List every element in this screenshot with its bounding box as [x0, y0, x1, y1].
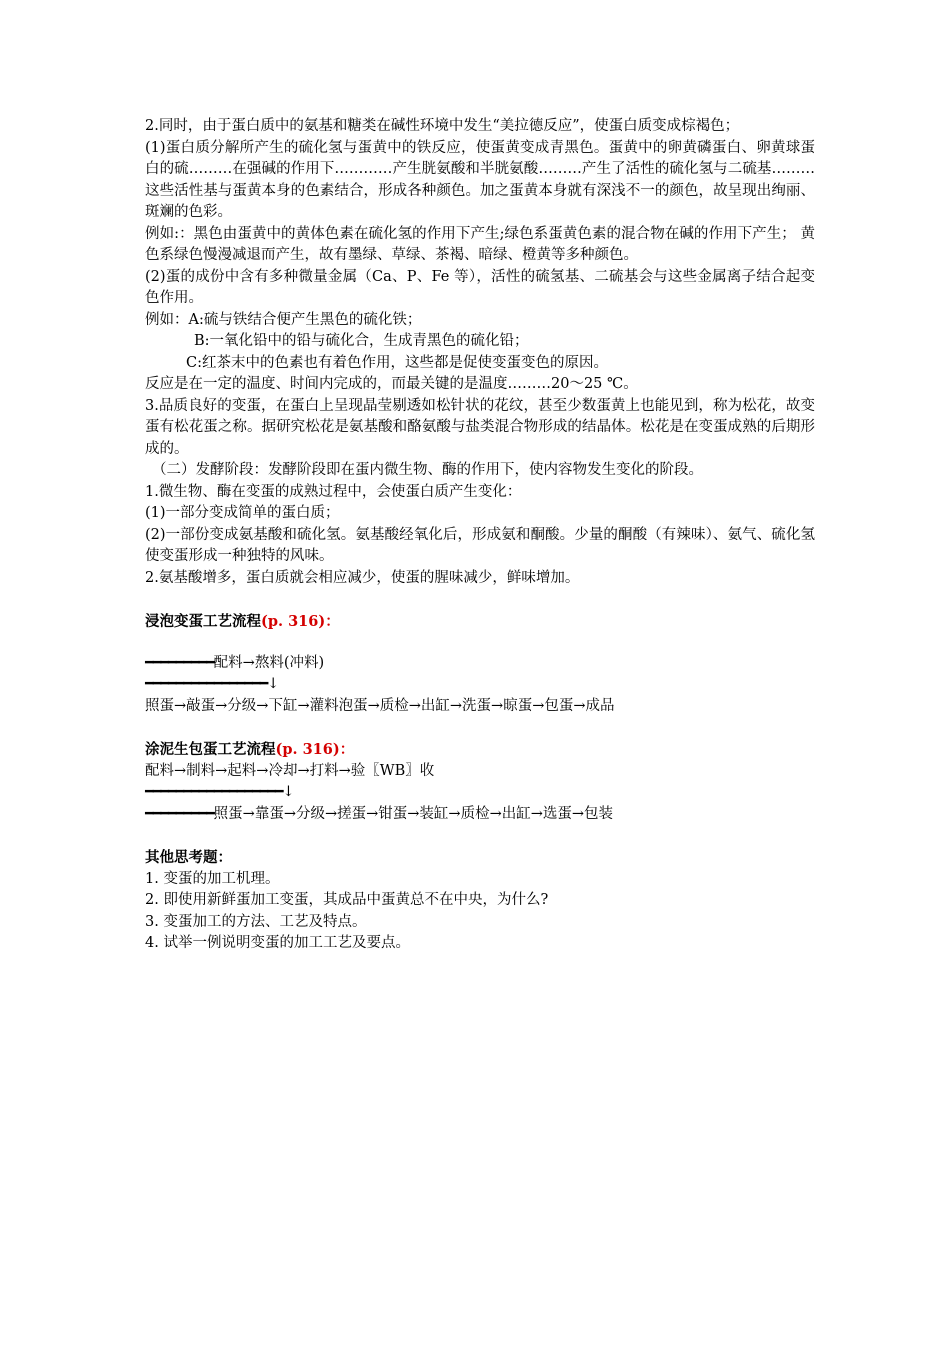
mud-flow-bars-3: ━━━━━━━━━ [145, 805, 214, 822]
question-item: 3. 变蛋加工的方法、工艺及特点。 [145, 913, 367, 930]
question-item: 2. 即使用新鲜蛋加工变蛋，其成品中蛋黄总不在中央，为什么? [145, 892, 549, 908]
questions-heading: 其他思考题： [145, 849, 232, 866]
paragraph-maillard: 2.同时，由于蛋白质中的氨基和糖类在碱性环境中发生“美拉德反应”，使蛋白质变成棕褐色； [145, 118, 740, 134]
mud-flow-line-2 [145, 782, 815, 804]
paragraph-example-colors: 例如:：黑色由蛋黄中的黄体色素在硫化氢的作用下产生;绿色系蛋黄色素的混合物在碱的作用下产生； 黄色系绿色慢漫减退而产生，故有墨绿、草绿、茶褐、暗绿、橙黄等多种颜色。 [145, 225, 815, 263]
mud-flow-steps-3: 照蛋→靠蛋→分级→搓蛋→钳蛋→装缸→质检→出缸→选蛋→包装 [213, 805, 614, 822]
paragraph-pine-flower: 3.品质良好的变蛋，在蛋白上呈现晶莹剔透如松针状的花纹，甚至少数蛋黄上也能见到，称为松花，故变蛋有松花蛋之称。据研究松花是氨基酸和酪氨酸与盐类混合物形成的结晶体。松花是在变蛋成熟的后期形成的。 [145, 397, 815, 457]
soak-flow-steps-1: 配料→熬料(冲料) [213, 654, 325, 671]
mud-flow-line-3 [145, 804, 815, 826]
paragraph-example-b: B:一氧化铅中的铅与硫化合，生成青黑色的硫化铅； [194, 333, 529, 349]
mud-flow-bars-2: ━━━━━━━━━━━━━━━━━━ [145, 784, 283, 800]
paragraph-example-c: C:红茶末中的色素也有着色作用，这些都是促使变蛋变色的原因。 [186, 354, 608, 371]
soak-process-heading [145, 611, 815, 633]
paragraph-microbes: 1.微生物、酶在变蛋的成熟过程中，会使蛋白质产生变化： [145, 483, 522, 500]
soak-process-page-ref: (p. 316)： [261, 613, 340, 630]
soak-flow-line-3: 照蛋→敲蛋→分级→下缸→灌料泡蛋→质检→出缸→洗蛋→晾蛋→包蛋→成品 [145, 697, 615, 714]
questions-list [145, 869, 815, 955]
paragraph-hydrogen-sulfide: (1)蛋白质分解所产生的硫化氢与蛋黄中的铁反应，使蛋黄变成青黑色。蛋黄中的卵黄磷蛋白、卵黄球蛋白的硫………在强碱的作用下…………产生胱氨酸和半胱氨酸………产生了活性的硫化氢与二硫基………这些活性基与蛋黄本身的色素结合，形成各种颜色。加之蛋黄本身就有深浅不一的颜色，故呈现出绚丽、斑斓的色彩。 [145, 139, 815, 220]
down-arrow-icon: ↓ [282, 784, 295, 800]
mud-process-title: 涂泥生包蛋工艺流程 [145, 741, 276, 758]
soak-flow-line-1 [145, 653, 815, 675]
paragraph-temperature: 反应是在一定的温度、时间内完成的，而最关键的是温度………20～25 ℃。 [145, 376, 638, 392]
mud-process-page-ref: (p. 316)： [275, 741, 355, 758]
down-arrow-icon: ↓ [267, 676, 280, 692]
mud-flow-line-1: 配料→制料→起料→冷却→打料→验〖WB〗收 [145, 762, 435, 779]
question-item: 4. 试举一例说明变蛋的加工工艺及要点。 [145, 935, 410, 951]
paragraph-simple-protein: (1)一部分变成简单的蛋白质； [145, 505, 340, 521]
paragraph-example-a: 例如：A:硫与铁结合便产生黑色的硫化铁； [145, 311, 422, 328]
paragraph-flavor: 2.氨基酸增多，蛋白质就会相应减少，使蛋的腥味减少，鲜味增加。 [145, 569, 580, 586]
soak-flow-line-2 [145, 674, 815, 696]
mud-process-heading [145, 739, 815, 761]
soak-flow-bars-2: ━━━━━━━━━━━━━━━━ [145, 676, 268, 692]
soak-flow-bars-1: ━━━━━━━━━ [145, 654, 214, 671]
paragraph-amino-acids: (2)一部份变成氨基酸和硫化氢。氨基酸经氧化后，形成氨和酮酸。少量的酮酸（有辣味）、氨气、硫化氢使变蛋形成一种独特的风味。 [145, 526, 815, 564]
paragraph-fermentation-stage: （二）发酵阶段：发酵阶段即在蛋内微生物、酶的作用下，使内容物发生变化的阶段。 [152, 462, 703, 478]
soak-process-title: 浸泡变蛋工艺流程 [145, 613, 261, 630]
paragraph-trace-metals: (2)蛋的成份中含有多种微量金属（Ca、P、Fe 等），活性的硫氢基、二硫基会与这些金属离子结合起变色作用。 [145, 268, 815, 306]
question-item: 1. 变蛋的加工机理。 [145, 870, 280, 887]
document-content [145, 116, 815, 955]
